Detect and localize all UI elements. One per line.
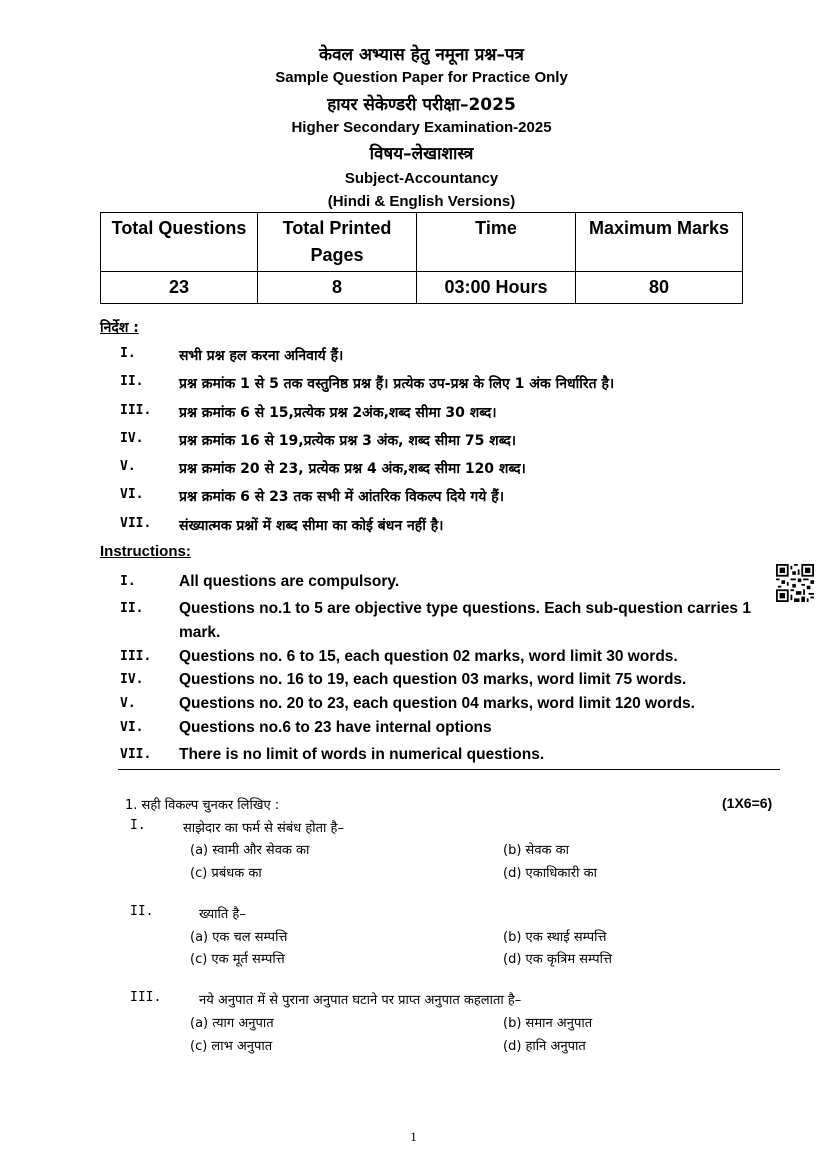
- instruction-number: V.: [120, 459, 136, 474]
- page-number: 1: [410, 1129, 417, 1144]
- subject-hindi: विषय–लेखाशास्त्र: [369, 144, 474, 164]
- option-c: (c) लाभ अनुपात: [190, 1039, 273, 1054]
- instruction-number: VII.: [120, 747, 152, 762]
- instruction-text: Questions no. 16 to 19, each question 03 marks, word limit 75 words.: [179, 671, 687, 688]
- instruction-text: प्रश्न क्रमांक 20 से 23, प्रत्येक प्रश्न 4 अंक,शब्द सीमा 120 शब्द।: [179, 461, 526, 477]
- option-b: (b) सेवक का: [503, 843, 570, 858]
- value-total-questions: 23: [101, 272, 258, 304]
- option-d: (d) एक कृत्रिम सम्पत्ति: [503, 952, 612, 967]
- title-hindi: केवल अभ्यास हेतु नमूना प्रश्न–पत्र: [319, 45, 524, 65]
- title-english: Sample Question Paper for Practice Only: [275, 69, 568, 86]
- option-a: (a) स्वामी और सेवक का: [190, 843, 310, 858]
- instruction-number: III.: [120, 649, 152, 664]
- subquestion-text: ख्याति है–: [199, 907, 246, 922]
- exam-hindi: हायर सेकेण्डरी परीक्षा–2025: [327, 95, 516, 115]
- value-time: 03:00 Hours: [417, 272, 576, 304]
- subject-english: Subject-Accountancy: [344, 170, 499, 187]
- header-maximum-marks: Maximum Marks: [576, 213, 743, 272]
- instruction-text: Questions no.1 to 5 are objective type questions. Each sub-question carries 1 mark.: [179, 600, 751, 641]
- instructions-hindi-heading: निर्देश :: [100, 320, 139, 336]
- subquestion-text: नये अनुपात में से पुराना अनुपात घटाने पर प्राप्त अनुपात कहलाता है–: [199, 993, 522, 1008]
- instruction-number: II.: [120, 374, 144, 389]
- instruction-text: प्रश्न क्रमांक 6 से 23 तक सभी में आंतरिक विकल्प दिये गये हैं।: [179, 489, 505, 505]
- section-divider: [118, 769, 780, 770]
- value-maximum-marks: 80: [576, 272, 743, 304]
- question-1-heading: 1. सही विकल्प चुनकर लिखिए :: [125, 798, 280, 813]
- instruction-number: V.: [120, 696, 136, 711]
- header-total-questions: Total Questions: [101, 213, 258, 272]
- instruction-number: II.: [120, 601, 144, 616]
- qr-code-icon: [776, 564, 814, 602]
- subquestion-number: II.: [130, 904, 154, 919]
- instruction-text: Questions no. 6 to 15, each question 02 marks, word limit 30 words.: [179, 648, 678, 665]
- instruction-number: IV.: [120, 431, 144, 446]
- instruction-number: III.: [120, 403, 152, 418]
- subquestion-number: III.: [130, 990, 162, 1005]
- versions-note: (Hindi & English Versions): [327, 193, 516, 210]
- exam-english: Higher Secondary Examination-2025: [291, 119, 552, 136]
- option-c: (c) प्रबंधक का: [190, 866, 262, 881]
- instruction-text: प्रश्न क्रमांक 6 से 15,प्रत्येक प्रश्न 2अंक,शब्द सीमा 30 शब्द।: [179, 405, 497, 421]
- header-time: Time: [417, 213, 576, 272]
- table-header-row: [101, 213, 743, 272]
- instruction-text: Questions no.6 to 23 have internal options: [179, 719, 492, 736]
- instruction-text: संख्यात्मक प्रश्नों में शब्द सीमा का कोई बंधन नहीं है।: [179, 518, 444, 534]
- header-total-printed-pages: Total Printed Pages: [258, 213, 417, 272]
- subquestion-text: साझेदार का फर्म से संबंध होता है–: [183, 821, 344, 836]
- instruction-number: VI.: [120, 487, 144, 502]
- option-a: (a) एक चल सम्पत्ति: [190, 930, 288, 945]
- instruction-number: VI.: [120, 720, 144, 735]
- instruction-number: IV.: [120, 672, 144, 687]
- option-d: (d) एकाधिकारी का: [503, 866, 597, 881]
- instruction-number: VII.: [120, 516, 152, 531]
- instruction-number: I.: [120, 346, 136, 361]
- instruction-text: प्रश्न क्रमांक 16 से 19,प्रत्येक प्रश्न 3 अंक, शब्द सीमा 75 शब्द।: [179, 433, 517, 449]
- instruction-text: सभी प्रश्न हल करना अनिवार्य हैं।: [179, 348, 344, 364]
- instruction-text: All questions are compulsory.: [179, 573, 400, 590]
- question-1-marks: (1X6=6): [722, 795, 773, 811]
- value-total-printed-pages: 8: [258, 272, 417, 304]
- option-c: (c) एक मूर्त सम्पत्ति: [190, 952, 285, 967]
- exam-summary-table: [100, 212, 743, 304]
- option-b: (b) समान अनुपात: [503, 1016, 593, 1031]
- instructions-english-heading: Instructions:: [100, 543, 191, 560]
- instruction-number: I.: [120, 574, 136, 589]
- subquestion-number: I.: [130, 818, 146, 833]
- option-a: (a) त्याग अनुपात: [190, 1016, 274, 1031]
- option-b: (b) एक स्थाई सम्पत्ति: [503, 930, 607, 945]
- table-value-row: [101, 272, 743, 304]
- instruction-text: There is no limit of words in numerical questions.: [179, 746, 545, 763]
- instruction-text: प्रश्न क्रमांक 1 से 5 तक वस्तुनिष्ठ प्रश्न हैं। प्रत्येक उप-प्रश्न के लिए 1 अंक निर्धारित है।: [179, 376, 615, 392]
- instruction-text: Questions no. 20 to 23, each question 04 marks, word limit 120 words.: [179, 695, 695, 712]
- option-d: (d) हानि अनुपात: [503, 1039, 586, 1054]
